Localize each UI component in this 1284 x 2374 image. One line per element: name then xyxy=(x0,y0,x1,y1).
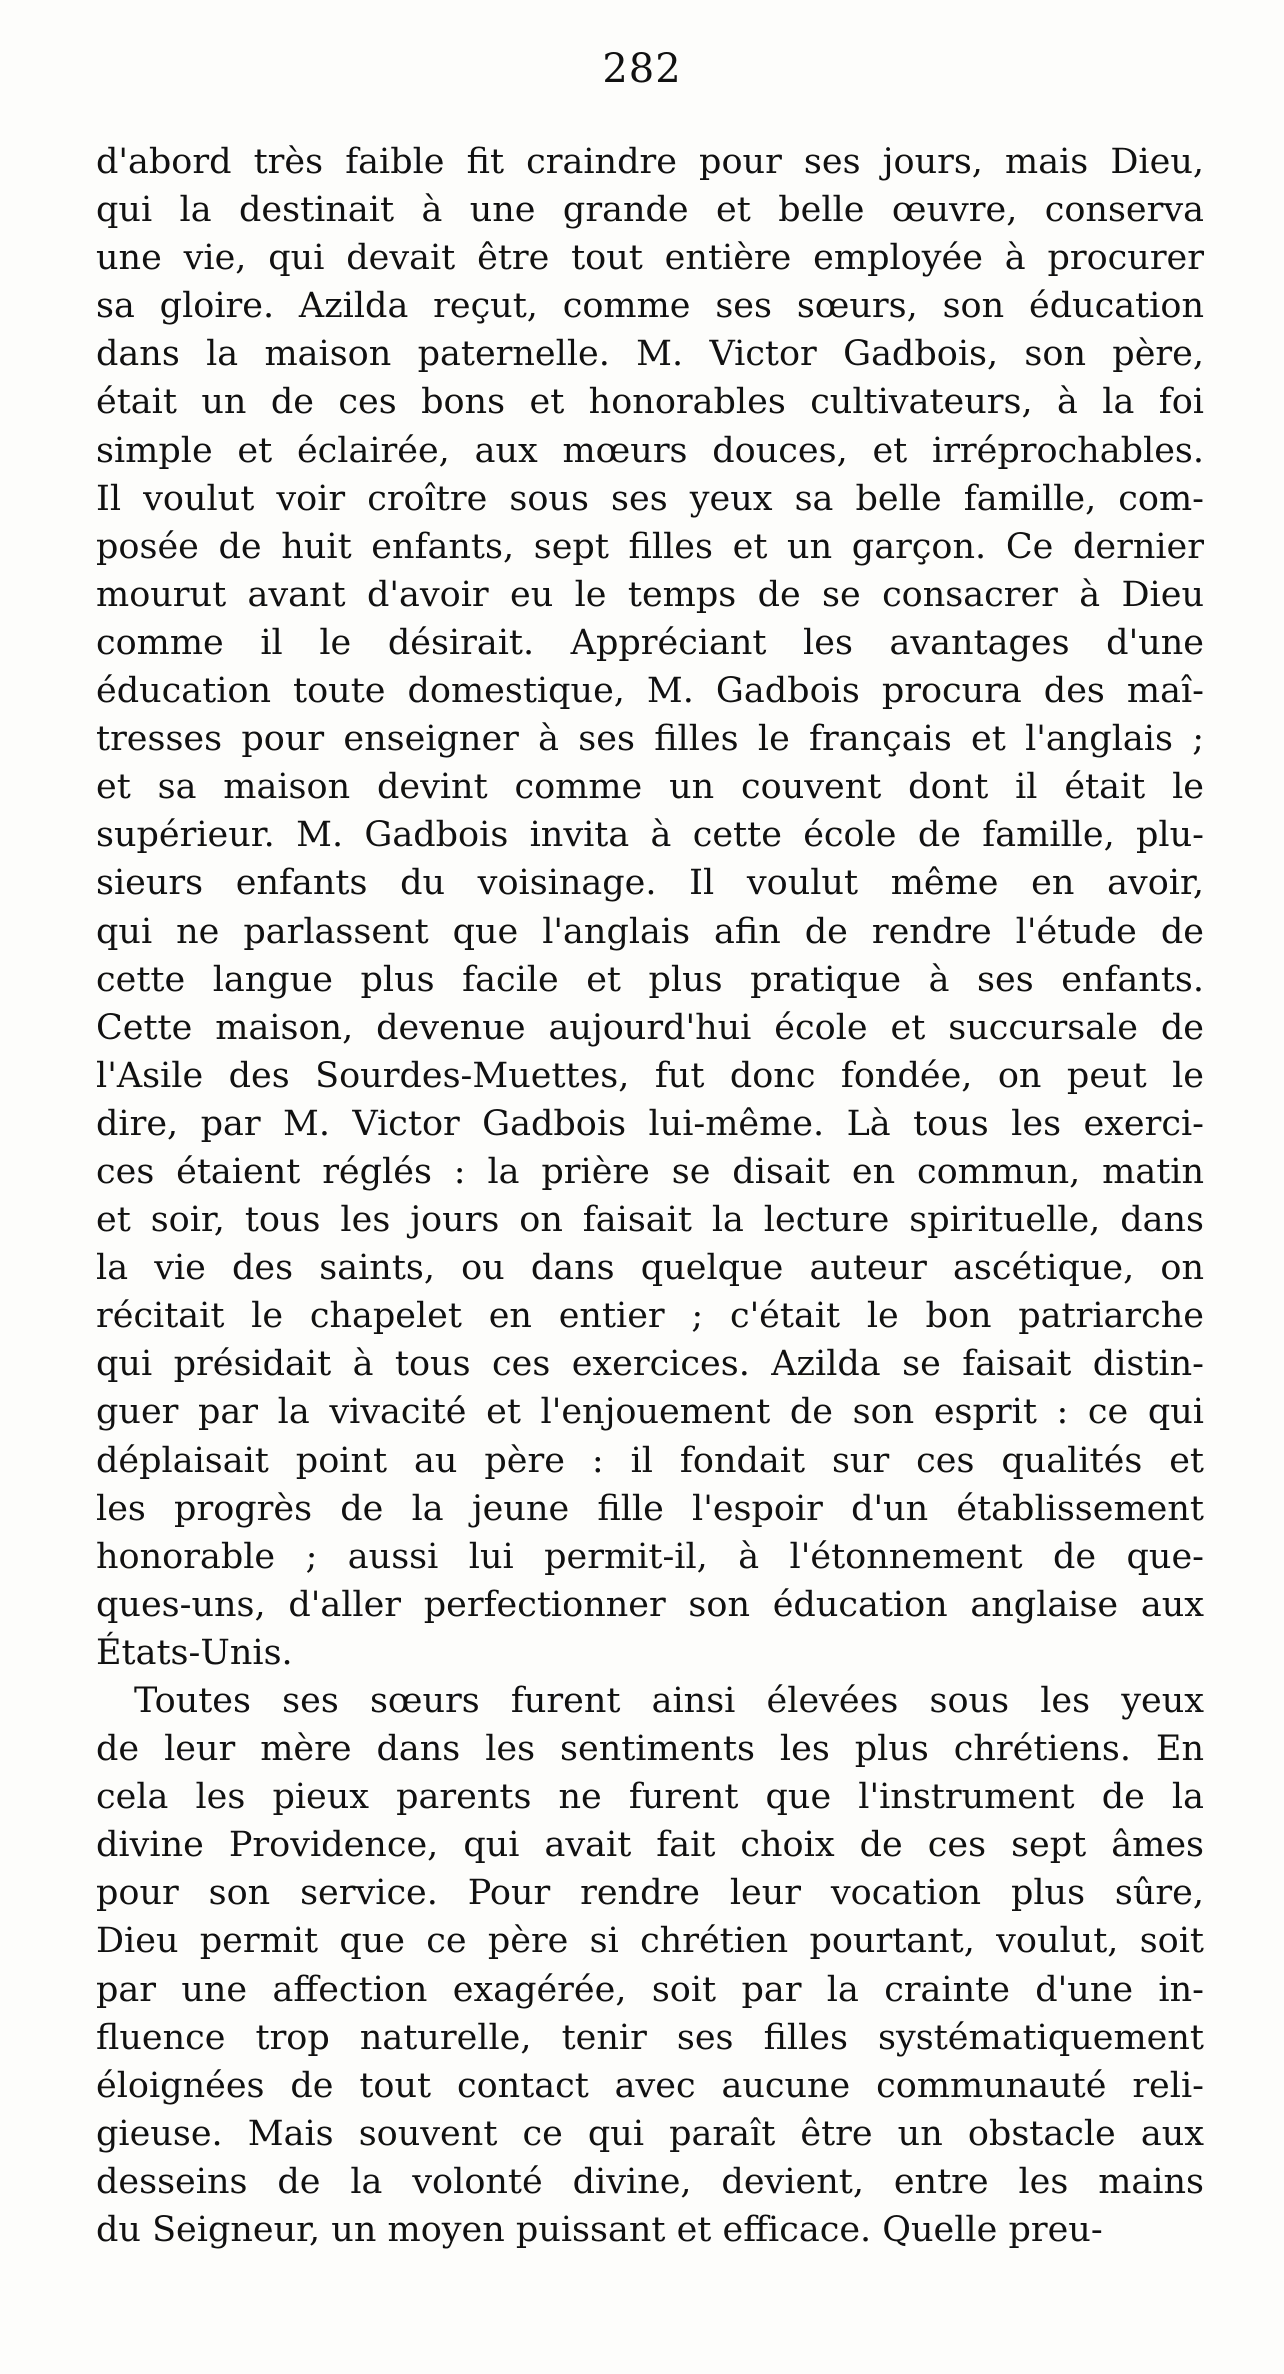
text-line: pour son service. Pour rendre leur vocation plus sûre, xyxy=(96,1873,1204,1914)
text-line: posée de huit enfants, sept filles et un garçon. Ce dernier xyxy=(96,526,1204,567)
text-line: Il voulut voir croître sous ses yeux sa belle famille, com- xyxy=(96,478,1204,519)
text-line: cette langue plus facile et plus pratique à ses enfants. xyxy=(96,959,1204,1000)
text-line: Dieu permit que ce père si chrétien pourtant, voulut, soit xyxy=(96,1921,1204,1962)
text-line: la vie des saints, ou dans quelque auteur ascétique, on xyxy=(96,1248,1204,1289)
text-line: honorable ; aussi lui permit-il, à l'étonnement de que- xyxy=(96,1536,1204,1577)
text-line: desseins de la volonté divine, devient, entre les mains xyxy=(96,2161,1204,2202)
text-line: récitait le chapelet en entier ; c'était le bon patriarche xyxy=(96,1296,1204,1337)
text-line: comme il le désirait. Appréciant les avantages d'une xyxy=(96,622,1204,663)
text-line: ces étaient réglés : la prière se disait en commun, matin xyxy=(96,1151,1204,1192)
paragraph xyxy=(96,1677,1204,2254)
text-line: était un de ces bons et honorables cultivateurs, à la foi xyxy=(96,382,1204,423)
text-line: du Seigneur, un moyen puissant et efficace. Quelle preu- xyxy=(96,2210,1103,2251)
text-line: qui ne parlassent que l'anglais afin de rendre l'étude de xyxy=(96,911,1204,952)
text-line: tresses pour enseigner à ses filles le français et l'anglais ; xyxy=(96,719,1204,760)
text-line: dire, par M. Victor Gadbois lui-même. Là tous les exerci- xyxy=(96,1103,1204,1144)
text-line: guer par la vivacité et l'enjouement de son esprit : ce qui xyxy=(96,1392,1204,1433)
text-line: de leur mère dans les sentiments les plus chrétiens. En xyxy=(96,1729,1204,1770)
text-line: fluence trop naturelle, tenir ses filles systématiquement xyxy=(96,2017,1204,2058)
text-line: simple et éclairée, aux mœurs douces, et irréprochables. xyxy=(96,430,1204,471)
text-line: d'abord très faible fit craindre pour ses jours, mais Dieu, xyxy=(96,142,1204,182)
text-line: ques-uns, d'aller perfectionner son éducation anglaise aux xyxy=(96,1584,1204,1625)
text-line: divine Providence, qui avait fait choix de ces sept âmes xyxy=(96,1825,1204,1866)
text-line: mourut avant d'avoir eu le temps de se consacrer à Dieu xyxy=(96,574,1204,615)
text-line: Toutes ses sœurs furent ainsi élevées sous les yeux xyxy=(134,1681,1204,1721)
text-line: les progrès de la jeune fille l'espoir d'un établissement xyxy=(96,1488,1204,1529)
text-line: déplaisait point au père : il fondait sur ces qualités et xyxy=(96,1440,1204,1481)
text-line: supérieur. M. Gadbois invita à cette école de famille, plu- xyxy=(96,815,1204,856)
text-line: Cette maison, devenue aujourd'hui école et succursale de xyxy=(96,1007,1204,1048)
text-line: sieurs enfants du voisinage. Il voulut même en avoir, xyxy=(96,863,1204,904)
text-line: éloignées de tout contact avec aucune communauté reli- xyxy=(96,2065,1204,2106)
text-line: cela les pieux parents ne furent que l'instrument de la xyxy=(96,1777,1204,1818)
text-line: l'Asile des Sourdes-Muettes, fut donc fondée, on peut le xyxy=(96,1055,1204,1096)
text-line: dans la maison paternelle. M. Victor Gadbois, son père, xyxy=(96,334,1204,375)
text-line: qui la destinait à une grande et belle œuvre, conserva xyxy=(96,190,1204,231)
text-line: gieuse. Mais souvent ce qui paraît être un obstacle aux xyxy=(96,2113,1204,2154)
text-line: par une affection exagérée, soit par la crainte d'une in- xyxy=(96,1969,1204,2010)
text-line: États-Unis. xyxy=(96,1632,293,1673)
text-line: sa gloire. Azilda reçut, comme ses sœurs, son éducation xyxy=(96,286,1204,327)
body-text xyxy=(96,138,1204,2254)
page-number: 282 xyxy=(602,46,682,92)
text-line: et soir, tous les jours on faisait la lecture spirituelle, dans xyxy=(96,1200,1204,1241)
paragraph xyxy=(96,138,1204,1677)
text-line: une vie, qui devait être tout entière employée à procurer xyxy=(96,238,1204,279)
text-line: et sa maison devint comme un couvent dont il était le xyxy=(96,767,1204,808)
text-line: éducation toute domestique, M. Gadbois procura des maî- xyxy=(96,671,1204,712)
text-line: qui présidait à tous ces exercices. Azilda se faisait distin- xyxy=(96,1344,1204,1385)
